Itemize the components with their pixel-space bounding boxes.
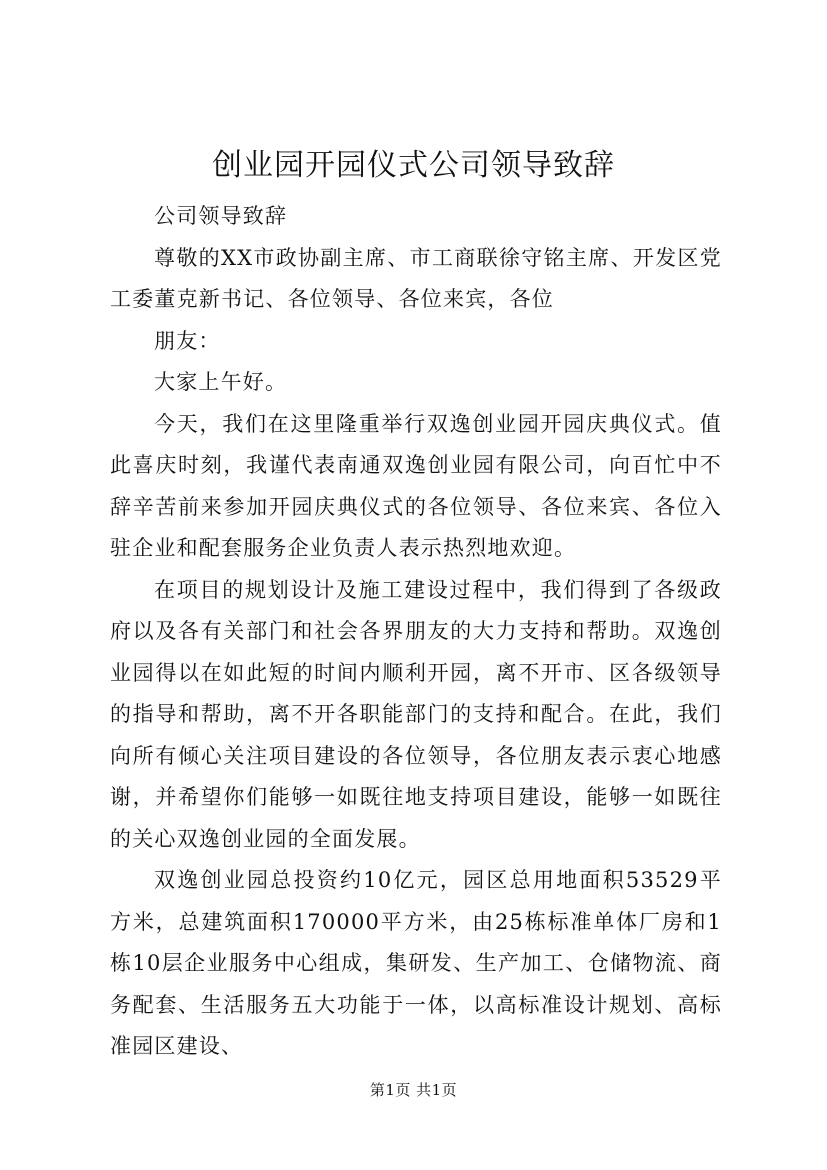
- paragraph-welcome: 今天，我们在这里隆重举行双逸创业园开园庆典仪式。值此喜庆时刻，我谨代表南通双逸创业园有限公司，向百忙中不辞辛苦前来参加开园庆典仪式的各位领导、各位来宾、各位入驻企业和配套服务企业负责人表示热烈地欢迎。: [110, 411, 722, 560]
- page-footer: 第1页 共1页: [369, 1081, 458, 1099]
- paragraph-salutation-end: 朋友：: [154, 328, 221, 353]
- paragraph-greeting: 大家上午好。: [154, 370, 288, 394]
- paragraph-investment: 双逸创业园总投资约10亿元，园区总用地面积53529平方米，总建筑面积170000平方米，由25栋标准单体厂房和1栋10层企业服务中心组成，集研发、生产加工、仓储物流、商务配套、生活服务五大功能于一体，以高标准设计规划、高标准园区建设、: [110, 868, 722, 1058]
- paragraph-salutation: 尊敬的XX市政协副主席、市工商联徐守铭主席、开发区党工委董克新书记、各位领导、各位来宾，各位: [110, 245, 722, 311]
- document-body: [110, 196, 722, 1068]
- paragraph-heading: 公司领导致辞: [154, 204, 288, 228]
- document-title: 创业园开园仪式公司领导致辞: [212, 148, 615, 183]
- paragraph-thanks: 在项目的规划设计及施工建设过程中，我们得到了各级政府以及各有关部门和社会各界朋友的大力支持和帮助。双逸创业园得以在如此短的时间内顺利开园，离不开市、区各级领导的指导和帮助，离不开各职能部门的支持和配合。在此，我们向所有倾心关注项目建设的各位领导，各位朋友表示衷心地感谢，并希望你们能够一如既往地支持项目建设，能够一如既往的关心双逸创业园的全面发展。: [110, 577, 722, 851]
